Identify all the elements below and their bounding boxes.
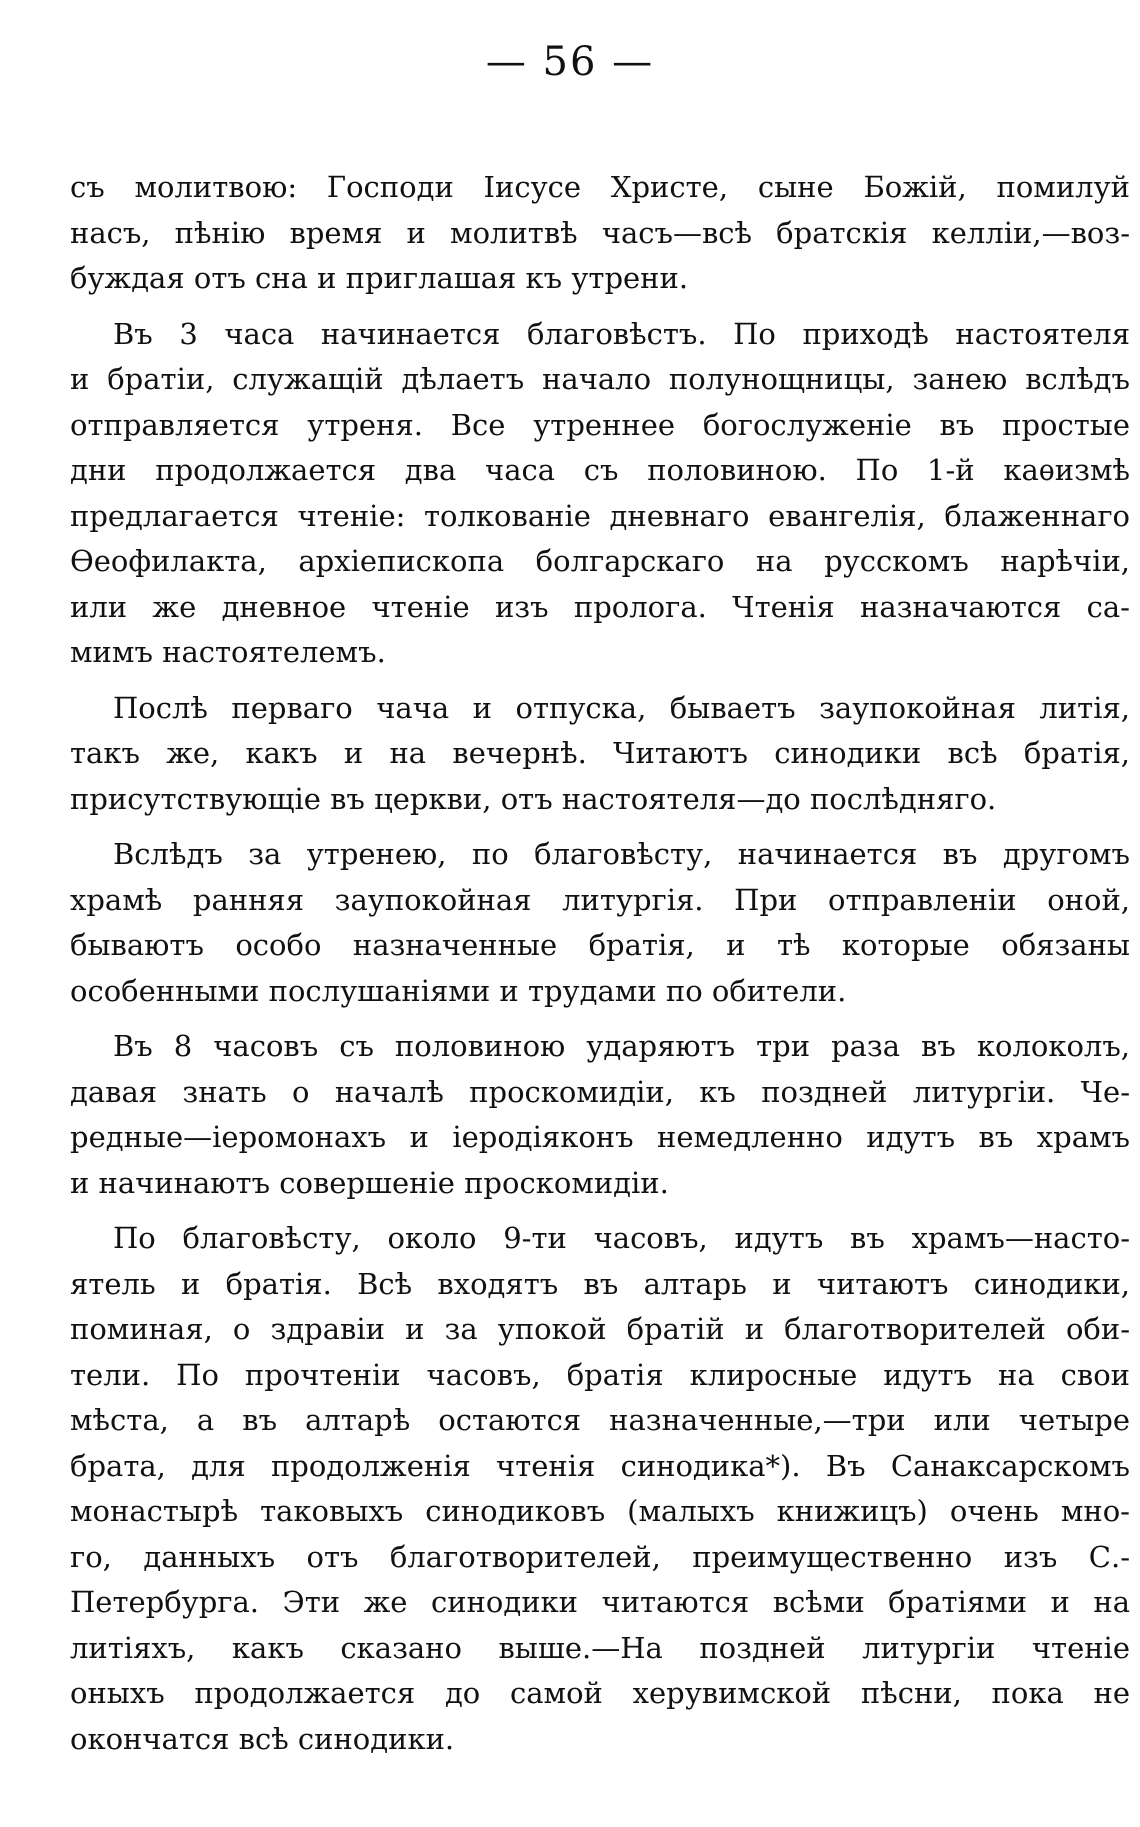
text-line: и братіи, служащій дѣлаетъ начало полунощницы, занею вслѣдъ <box>70 362 1130 396</box>
paragraph-1 <box>70 165 1130 302</box>
paragraph-3 <box>70 686 1130 823</box>
paragraph-5 <box>70 1024 1130 1206</box>
text-line: литіяхъ, какъ сказано выше.—На поздней литургіи чтеніе <box>70 1630 1130 1665</box>
text-line: По благовѣсту, около 9-ти часовъ, идутъ въ храмъ—насто- <box>113 1221 1130 1255</box>
text-line: особенными послушаніями и трудами по обители. <box>70 973 847 1008</box>
text-line: такъ же, какъ и на вечернѣ. Читаютъ синодики всѣ братія, <box>70 736 1130 770</box>
text-line: окончатся всѣ синодики. <box>70 1721 455 1756</box>
text-line: давая знать о началѣ проскомидіи, къ поздней литургіи. Че- <box>70 1074 1130 1109</box>
text-line: Въ 3 часа начинается благовѣстъ. По приходѣ настоятеля <box>113 316 1130 351</box>
text-line: бываютъ особо назначенные братія, и тѣ которые обязаны <box>70 928 1130 962</box>
text-line: поминая, о здравіи и за упокой братій и благотворителей оби- <box>70 1312 1130 1346</box>
page-number: — 56 — <box>485 39 655 85</box>
text-line: или же дневное чтеніе изъ пролога. Чтенія назначаются са- <box>70 589 1130 624</box>
text-line: брата, для продолженія чтенія синодика*). Въ Санаксарскомъ <box>70 1448 1130 1483</box>
text-line: Ѳеофилакта, архіепископа болгарскаго на русскомъ нарѣчіи, <box>70 544 1130 578</box>
paragraph-4 <box>70 832 1130 1014</box>
text-line: мимъ настоятелемъ. <box>70 635 386 669</box>
text-line: и начинаютъ совершеніе проскомидіи. <box>70 1165 669 1200</box>
text-line: монастырѣ таковыхъ синодиковъ (малыхъ книжицъ) очень мно- <box>70 1494 1130 1528</box>
text-line: го, данныхъ отъ благотворителей, преимущественно изъ С.- <box>70 1539 1130 1574</box>
text-line: храмѣ ранняя заупокойная литургія. При отправленіи оной, <box>70 882 1130 917</box>
paragraph-6 <box>70 1216 1130 1762</box>
text-line: оныхъ продолжается до самой херувимской пѣсни, пока не <box>70 1676 1130 1710</box>
text-line: отправляется утреня. Все утреннее богослуженіе въ простые <box>70 407 1130 442</box>
text-line: предлагается чтеніе: толкованіе дневнаго евангелія, блаженнаго <box>70 498 1130 533</box>
body-text <box>70 165 1130 1772</box>
text-line: ятель и братія. Всѣ входятъ въ алтарь и читаютъ синодики, <box>70 1266 1130 1301</box>
text-line: Петербурга. Эти же синодики читаются всѣми братіями и на <box>70 1585 1130 1619</box>
text-line: Вслѣдъ за утренею, по благовѣсту, начинается въ другомъ <box>113 837 1130 871</box>
text-line: присутствующіе въ церкви, отъ настоятеля—до послѣдняго. <box>70 781 997 816</box>
paragraph-2 <box>70 312 1130 676</box>
text-line: Въ 8 часовъ съ половиною ударяютъ три раза въ колоколъ, <box>113 1029 1130 1063</box>
text-line: съ молитвою: Господи Іисусе Христе, сыне Божій, помилуй <box>70 170 1130 204</box>
text-line: редные—іеромонахъ и іеродіяконъ немедленно идутъ въ храмъ <box>70 1120 1130 1154</box>
text-line: Послѣ перваго чача и отпуска, бываетъ заупокойная литія, <box>113 690 1130 725</box>
text-line: насъ, пѣнію время и молитвѣ часъ—всѣ братскія келліи,—воз- <box>70 215 1130 250</box>
text-line: дни продолжается два часа съ половиною. По 1-й каѳизмѣ <box>70 453 1130 487</box>
text-line: тели. По прочтеніи часовъ, братія клиросные идутъ на свои <box>70 1357 1130 1392</box>
text-line: мѣста, а въ алтарѣ остаются назначенные,—три или четыре <box>70 1403 1130 1437</box>
text-line: буждая отъ сна и приглашая къ утрени. <box>70 261 689 295</box>
